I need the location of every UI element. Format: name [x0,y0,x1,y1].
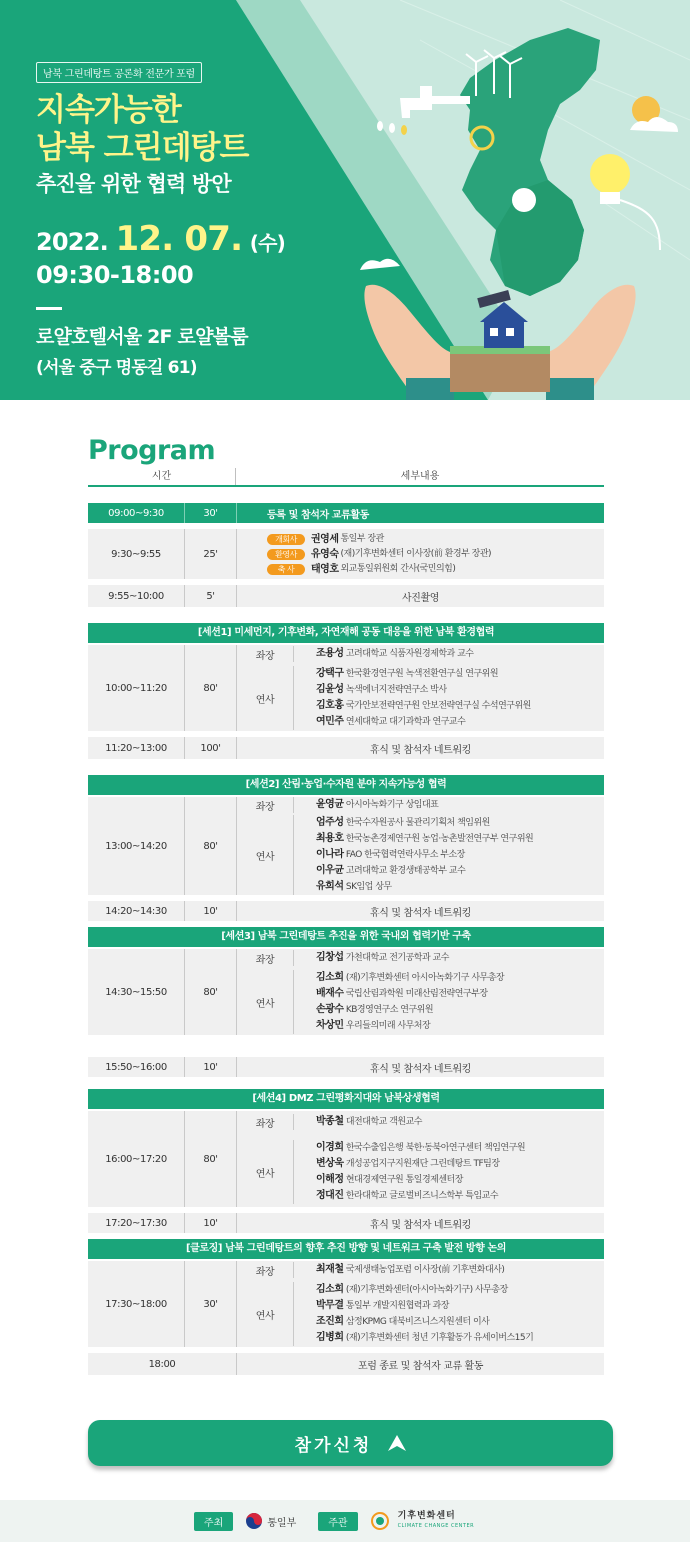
row-duration: 25' [184,529,236,579]
chair-person: 최재철 국제생태농업포럼 이사장(前 기후변화대사) [316,1264,505,1275]
speaker: 김소희 (재)기후변화센터 아시아녹화기구 사무총장 [316,972,505,983]
speaker: 이해정 현대경제연구원 통일경제센터장 [316,1174,463,1185]
hero-title-line3: 추진을 위한 협력 방안 [36,172,231,196]
register-button[interactable] [88,1420,613,1466]
speaker-group [237,666,604,730]
hero-title-line1: 지속가능한 [36,92,181,128]
climate-center-logo-icon [370,1511,390,1531]
organizer-label: 주관 [318,1512,357,1531]
row-time: 9:30~9:55 [111,548,161,560]
session4-title: [세션4] DMZ 그린평화지대와 남북상생협력 [88,1089,604,1109]
session4-row [88,1111,604,1207]
speaker: 배재수 국립산림과학원 미래산림전략연구부장 [316,988,488,999]
opening-item [267,532,604,547]
speaker-label: 연사 [255,1310,275,1322]
row-duration: 30' [184,1261,236,1347]
row-duration: 80' [184,949,236,1035]
speaker: 김호홍 국가안보전략연구원 안보전략연구실 수석연구위원 [316,700,531,711]
chair-group [237,1114,604,1130]
speaker-label: 연사 [255,851,275,863]
speaker: 변상욱 개성공업지구지원재단 그린데탕트 TF팀장 [316,1158,500,1169]
speaker-group [237,970,604,1034]
speaker-label: 연사 [255,998,275,1010]
event-date-month-day: 12. 07. [115,219,243,259]
closing-row [88,1261,604,1347]
speaker: 김소희 (재)기후변화센터(아시아녹화기구) 사무총장 [316,1284,508,1295]
row-time: 18:00 [148,1358,176,1370]
row-time: 10:00~11:20 [105,682,167,694]
row-desc: 사진촬영 [236,585,604,607]
speaker-group [237,1282,604,1346]
event-date-year: 2022. [36,228,108,256]
speaker: 조진희 삼정KPMG 대북비즈니스지원센터 이사 [316,1316,490,1327]
chair-group [237,950,604,966]
opening-item [267,562,604,577]
chair-person: 박종철 대전대학교 객원교수 [316,1116,422,1127]
row-duration: 80' [184,797,236,895]
chair-group [237,797,604,813]
row-desc: 휴식 및 참석자 네트워킹 [236,737,604,759]
host-name: 통일부 [267,1517,297,1529]
hero-text [36,62,366,378]
opening-item [267,547,604,562]
organizer-logo[interactable] [370,1511,475,1531]
chair-group [237,1262,604,1278]
session4-break [88,1213,604,1233]
speaker: 유희석 SK임업 상무 [316,881,392,892]
speaker-group [237,1140,604,1204]
chair-label: 좌장 [255,650,275,662]
person-title: 통일부 장관 [340,533,384,544]
role-pill: 환영사 [267,549,305,560]
person-name: 권영세 [311,533,339,545]
program-column-header [88,468,604,487]
row-duration: 100' [184,737,236,759]
session1-roles [236,645,604,731]
host-label: 주최 [194,1512,233,1531]
speaker: 정대진 한라대학교 글로벌비즈니스학부 특임교수 [316,1190,499,1201]
person-title: (재)기후변화센터 이사장(前 환경부 장관) [340,548,492,559]
hero-title-line2: 남북 그린데탕트 [36,130,249,166]
speaker: 최용호 한국농촌경제연구원 농업·농촌발전연구부 연구위원 [316,833,534,844]
program-row-registration [88,503,604,523]
session3-roles [236,949,604,1035]
speaker: 이우균 고려대학교 환경생태공학부 교수 [316,865,466,876]
speaker: 손광수 KB경영연구소 연구위원 [316,1004,434,1015]
row-time: 09:00~9:30 [108,507,164,519]
session3-break [88,1057,604,1077]
divider [36,307,62,310]
event-date-dow: (수) [249,231,285,255]
arrow-up-icon [388,1435,406,1451]
speaker-label: 연사 [255,694,275,706]
speaker: 차상민 우리들의미래 사무처장 [316,1020,431,1031]
session2-title: [세션2] 산림·농업·수자원 분야 지속가능성 협력 [88,775,604,795]
row-duration: 80' [184,645,236,731]
opening-speakers [236,529,604,579]
chair-person: 윤영균 아시아녹화기구 상임대표 [316,799,439,810]
row-desc: 휴식 및 참석자 네트워킹 [236,1213,604,1233]
row-time: 14:20~14:30 [105,905,167,917]
row-duration: 30' [184,503,236,523]
row-time: 14:30~15:50 [105,986,167,998]
program-row-photo [88,585,604,607]
program-title: Program [88,435,216,466]
row-time: 17:20~17:30 [105,1217,167,1229]
person-name: 태영호 [311,563,339,575]
organizer-name-en: CLIMATE CHANGE CENTER [397,1523,475,1529]
role-pill: 개회사 [267,534,305,545]
speaker: 김병희 (재)기후변화센터 청년 기후활동가 유세이버스15기 [316,1332,534,1343]
chair-person: 김창섭 가천대학교 전기공학과 교수 [316,952,449,963]
forum-badge: 남북 그린데탕트 공론화 전문가 포럼 [36,62,202,83]
row-duration: 10' [184,1213,236,1233]
event-time: 09:30-18:00 [36,261,194,289]
session1-break [88,737,604,759]
row-duration: 10' [184,901,236,921]
row-duration: 80' [184,1111,236,1207]
program-row-end [88,1353,604,1375]
event-date [36,219,366,259]
row-time: 13:00~14:20 [105,840,167,852]
chair-group [237,646,604,662]
row-desc: 휴식 및 참석자 네트워킹 [236,901,604,921]
register-button-label: 참가신청 [294,1435,373,1456]
session2-roles [236,797,604,895]
chair-person: 조용성 고려대학교 식품자원경제학과 교수 [316,648,474,659]
event-address: (서울 중구 명동길 61) [36,358,197,378]
row-time: 11:20~13:00 [105,742,167,754]
speaker: 이나라 FAO 한국협력연락사무소 부소장 [316,849,465,860]
event-venue: 로얄호텔서울 2F 로얄볼룸 [36,326,248,348]
speaker: 김윤성 녹색에너지전략연구소 박사 [316,684,447,695]
chair-label: 좌장 [255,954,275,966]
speaker: 엄주성 한국수자원공사 물관리기획처 책임위원 [316,817,490,828]
row-duration: 5' [184,585,236,607]
closing-title: [클로징] 남북 그린데탕트의 향후 추진 방향 및 네트워크 구축 발전 방향 논의 [88,1239,604,1259]
program-row-opening [88,529,604,579]
row-desc: 포럼 종료 및 참석자 교류 활동 [236,1353,604,1375]
taegeuk-icon [245,1512,263,1530]
speaker: 박무결 통일부 개발지원협력과 과장 [316,1300,449,1311]
session3-row [88,949,604,1035]
organizer-name: 기후변화센터 [397,1511,456,1521]
hero-banner [0,0,690,400]
row-time: 16:00~17:20 [105,1153,167,1165]
session3-title: [세션3] 남북 그린데탕트 추진을 위한 국내외 협력기반 구축 [88,927,604,947]
speaker-group [237,815,604,895]
closing-roles [236,1261,604,1347]
session2-row [88,797,604,895]
chair-label: 좌장 [255,801,275,813]
person-title: 외교통일위원회 간사(국민의힘) [340,563,456,574]
row-time: 17:30~18:00 [105,1298,167,1310]
chair-label: 좌장 [255,1118,275,1130]
speaker: 강택구 한국환경연구원 녹색전환연구실 연구위원 [316,668,499,679]
program-section [88,436,604,1375]
row-desc: 등록 및 참석자 교류활동 [236,503,604,523]
column-detail: 세부내용 [400,471,440,482]
host-logo[interactable] [245,1512,296,1530]
session1-title: [세션1] 미세먼지, 기후변화, 자연재해 공동 대응을 위한 남북 환경협력 [88,623,604,643]
person-name: 유영숙 [311,548,339,560]
role-pill: 축 사 [267,564,305,575]
row-time: 9:55~10:00 [108,590,164,602]
session2-break [88,901,604,921]
row-desc: 휴식 및 참석자 네트워킹 [236,1057,604,1077]
chair-label: 좌장 [255,1266,275,1278]
footer [0,1500,690,1542]
session1-row [88,645,604,731]
speaker: 이경희 한국수출입은행 북한·동북아연구센터 책임연구원 [316,1142,526,1153]
column-time: 시간 [88,468,236,485]
speaker-label: 연사 [255,1168,275,1180]
speaker: 여민주 연세대학교 대기과학과 연구교수 [316,716,466,727]
row-duration: 10' [184,1057,236,1077]
session4-roles [236,1111,604,1207]
row-time: 15:50~16:00 [105,1061,167,1073]
